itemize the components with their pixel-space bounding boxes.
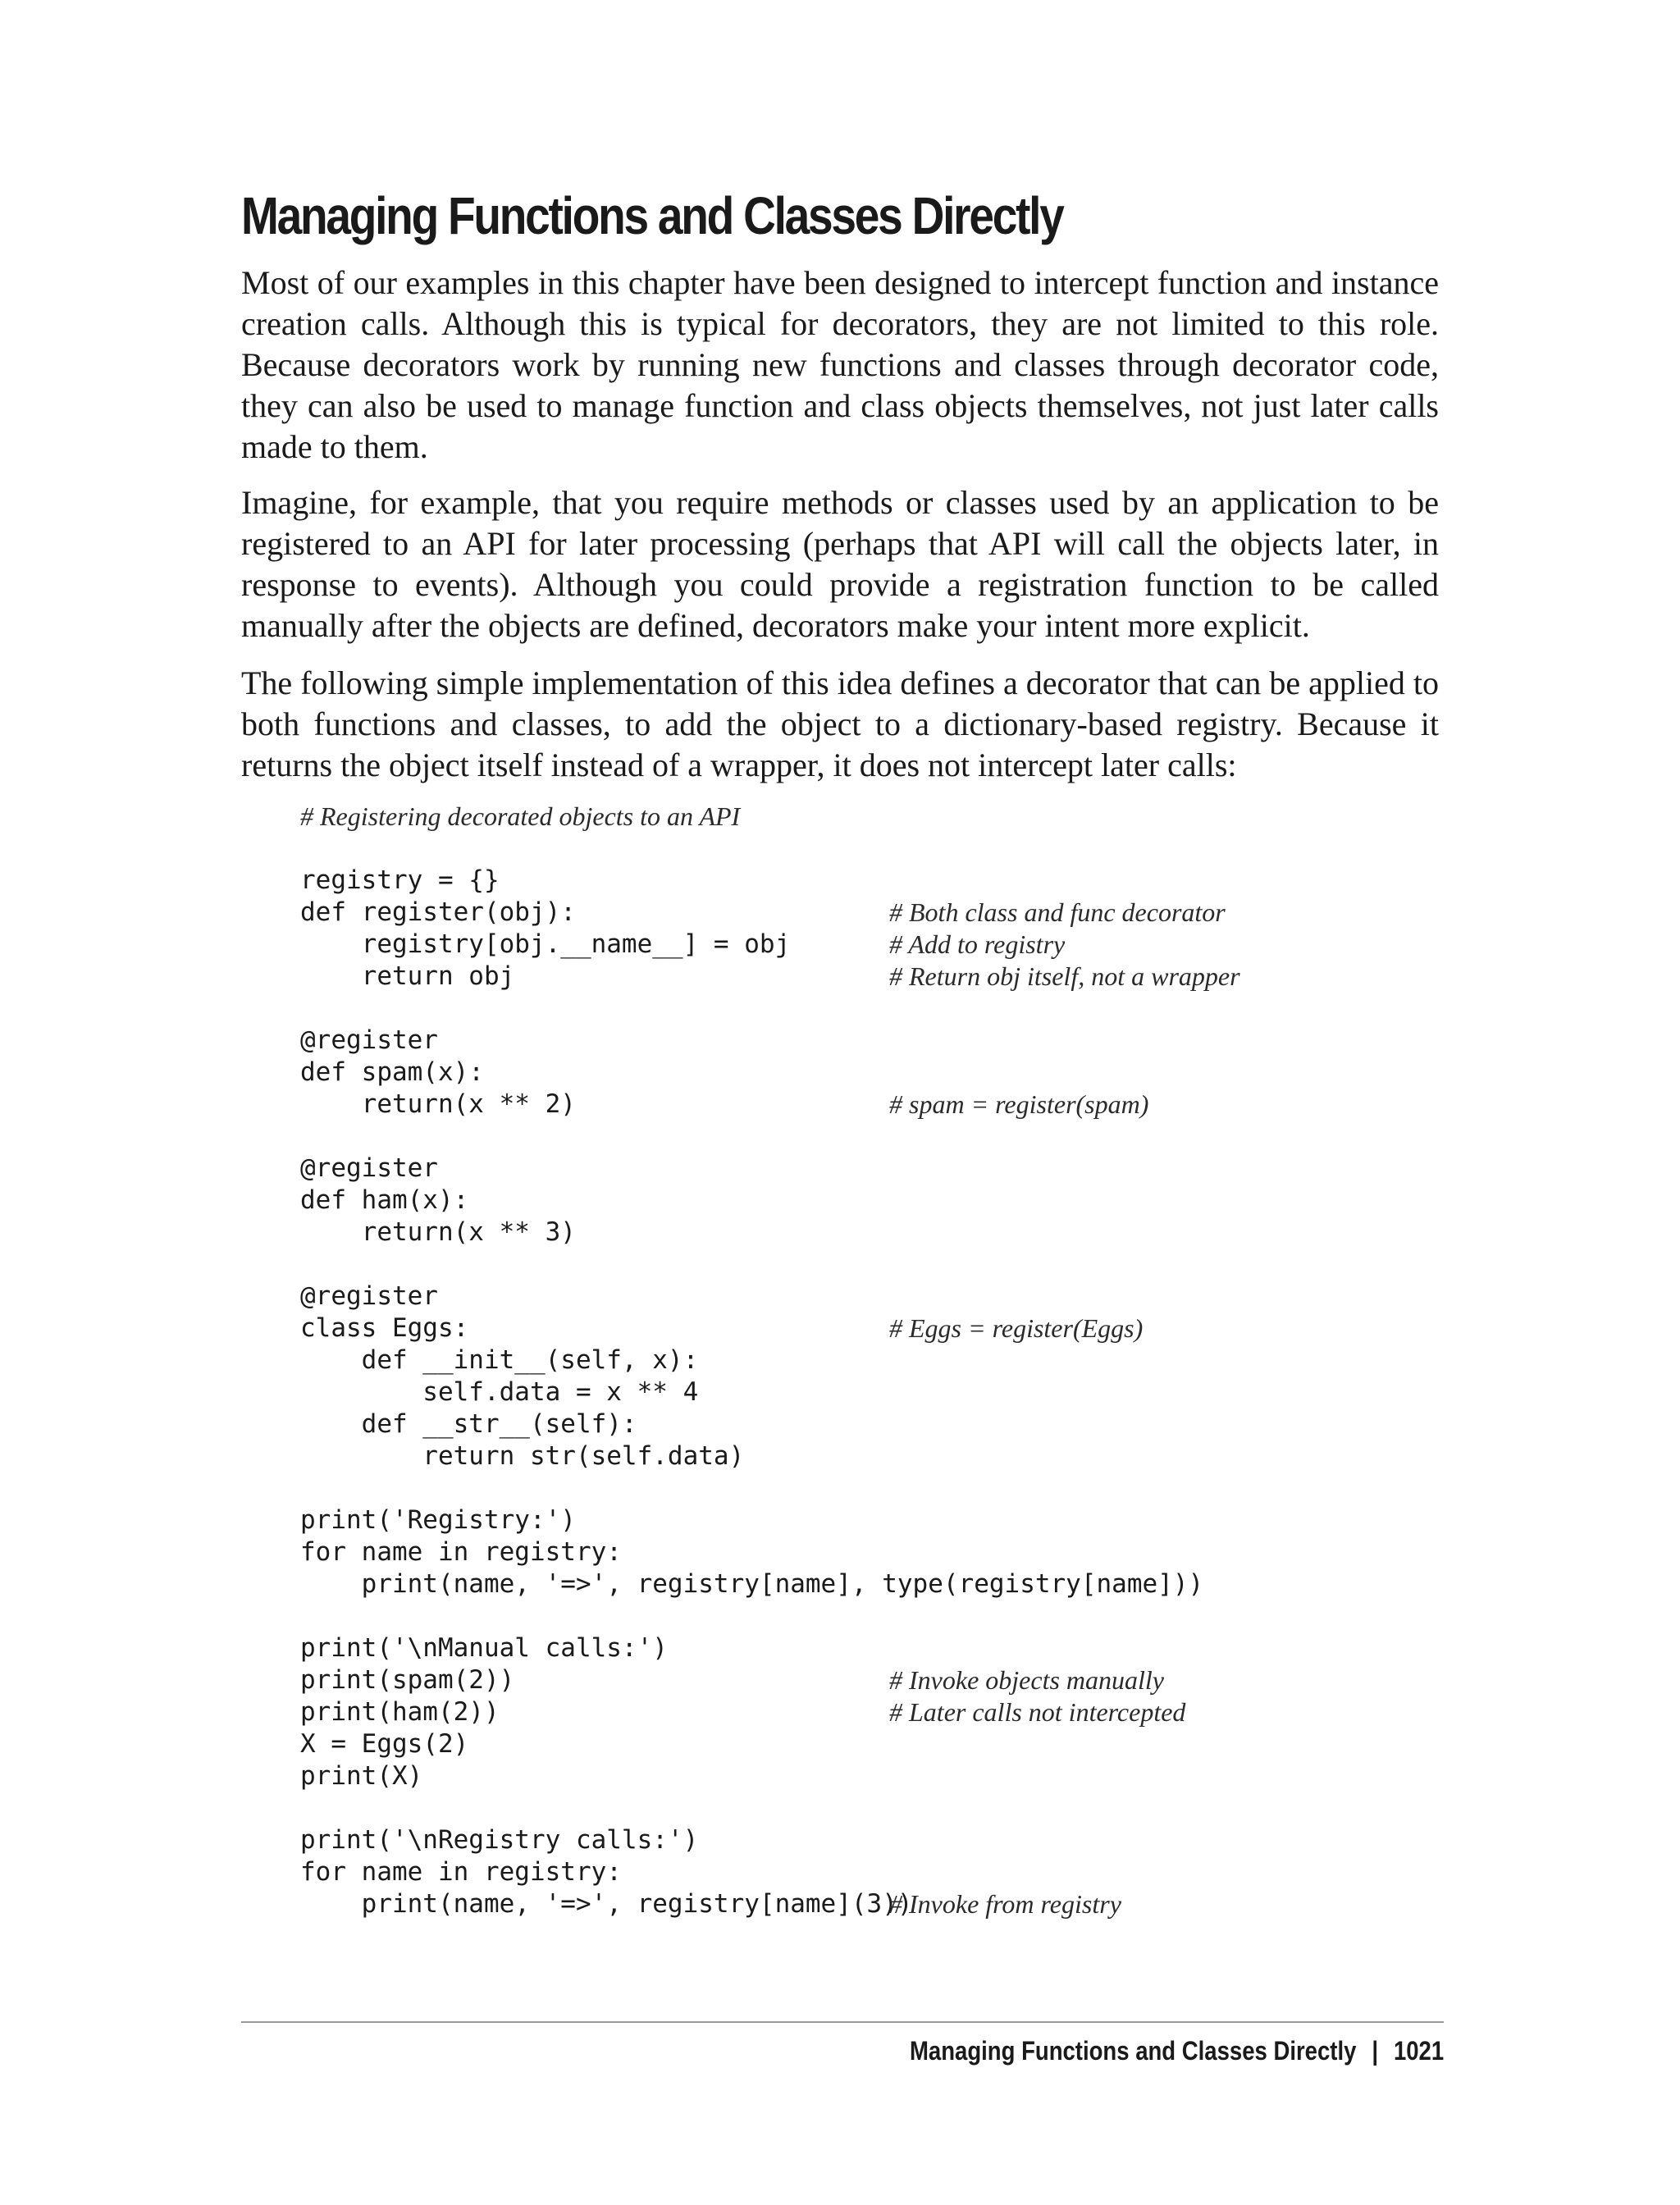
footer-title: Managing Functions and Classes Directly [909,2036,1357,2066]
code-text: @register [300,1153,438,1183]
code-comment: # Return obj itself, not a wrapper [889,961,1240,991]
code-text: print(name, '=>', registry[name], type(registry[name])) [300,1569,1204,1599]
code-text: print(name, '=>', registry[name](3)) [300,1889,913,1919]
code-text: @register [300,1025,438,1055]
running-footer [910,2034,1444,2067]
code-text: def register(obj): [300,897,576,927]
code-text: def __str__(self): [300,1409,637,1439]
code-text: for name in registry: [300,1537,622,1567]
code-comment: # spam = register(spam) [889,1089,1149,1119]
code-comment: # Invoke objects manually [889,1665,1164,1695]
code-text: class Eggs: [300,1313,469,1343]
code-comment: # Invoke from registry [889,1889,1121,1919]
code-comment: # Add to registry [889,929,1066,959]
code-text: registry[obj.__name__] = obj [300,929,791,959]
code-comment: # Eggs = register(Eggs) [889,1313,1144,1343]
code-text: print('\nManual calls:') [300,1633,668,1663]
code-comment: # Both class and func decorator [889,897,1226,927]
code-text: return obj [300,961,515,991]
paragraph-3: The following simple implementation of this idea defines a decorator that can be applied to both functions and classes, to add the object to a dictionary-based registry. Because it returns the object itself instead of a wrapper, it does not intercept later calls: [241,664,1439,783]
code-text: print('Registry:') [300,1505,576,1535]
code-text: registry = {} [300,865,500,895]
code-text: print(ham(2)) [300,1697,500,1727]
code-text: def spam(x): [300,1057,484,1087]
code-comment: # Later calls not intercepted [889,1697,1186,1727]
code-text: return str(self.data) [300,1441,745,1471]
code-text: print(spam(2)) [300,1665,515,1695]
section-heading: Managing Functions and Classes Directly [241,186,1063,245]
code-text: return(x ** 2) [300,1089,576,1119]
footer-separator: | [1372,2036,1378,2066]
code-text: for name in registry: [300,1857,622,1887]
code-text: print(X) [300,1761,423,1791]
code-text: self.data = x ** 4 [300,1377,699,1407]
paragraph-2: Imagine, for example, that you require methods or classes used by an application to be registered to an API for later processing (perhaps that API will call the objects later, in response to events). Although you could provide a registration function to be called manually after the objects are defined, decorators make your intent more explicit. [241,484,1439,644]
code-text: return(x ** 3) [300,1217,576,1247]
code-text: def __init__(self, x): [300,1345,699,1375]
page-number: 1021 [1393,2036,1444,2066]
code-text: @register [300,1281,438,1311]
code-comment: # Registering decorated objects to an API [300,801,741,831]
footer-divider [241,2021,1444,2023]
paragraph-1: Most of our examples in this chapter have been designed to intercept function and instance creation calls. Although this is typical for decorators, they are not limited to this role. Because decorators work by running new functions and classes through decorator code, they can also be used to manage function and class objects themselves, not just later calls made to them. [241,264,1439,465]
code-text: print('\nRegistry calls:') [300,1825,699,1855]
code-text: X = Eggs(2) [300,1729,469,1759]
code-text: def ham(x): [300,1185,469,1215]
